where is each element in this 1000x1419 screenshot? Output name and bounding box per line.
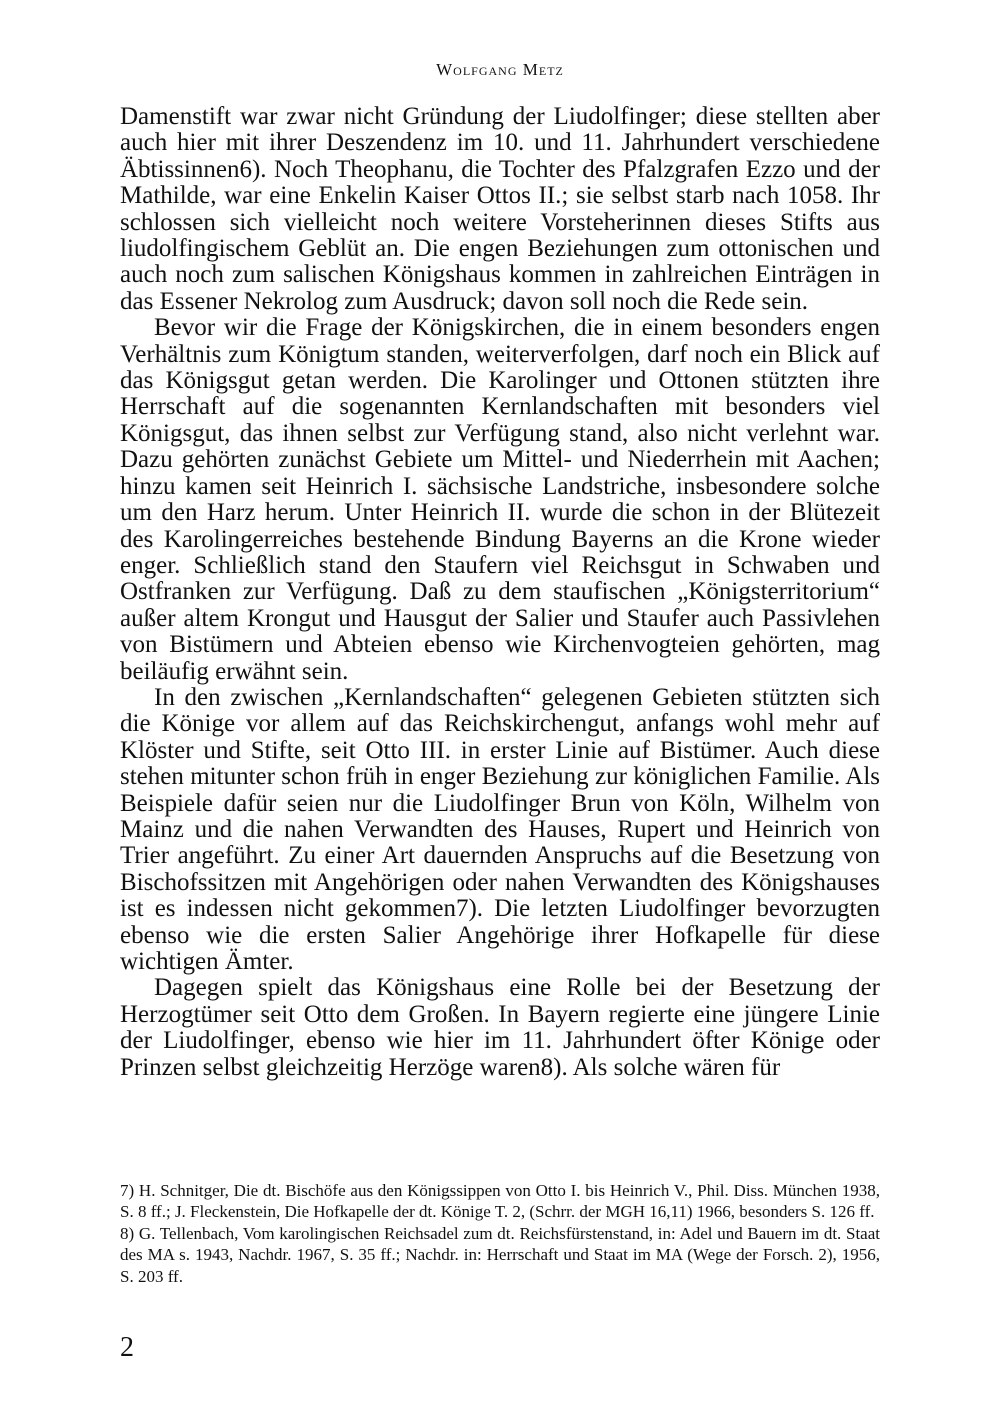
page-number: 2: [120, 1332, 134, 1363]
paragraph-2: Bevor wir die Frage der Königskirchen, die in einem besonders engen Verhältnis zum Königtum standen, weiterverfolgen, darf noch ein Blick auf das Königsgut getan werden. Die Karolinger und Ottonen stützten ihre Herrschaft auf die sogenannten Kernlandschaften mit besonders viel Königsgut, das ihnen selbst zur Verfügung stand, also nicht verlehnt war. Dazu gehörten zunächst Gebiete um Mittel- und Niederrhein mit Aachen; hinzu kamen seit Heinrich I. sächsische Landstriche, insbesondere solche um den Harz herum. Unter Heinrich II. wurde die schon in der Blütezeit des Karolingerreiches bestehende Bindung Bayerns an die Krone wieder enger. Schließlich stand den Staufern viel Reichsgut in Schwaben und Ostfranken zur Verfügung. Daß zu dem staufischen „Königsterritorium“ außer altem Krongut und Hausgut der Salier und Staufer auch Passivlehen von Bistümern und Abteien ebenso wie Kirchenvogteien gehörten, mag beiläufig erwähnt sein.: [120, 314, 880, 685]
body-text: [120, 104, 880, 1081]
footnote-7: 7) H. Schnitger, Die dt. Bischöfe aus den Königssippen von Otto I. bis Heinrich V., Phil. Diss. München 1938, S. 8 ff.; J. Fleckenstein, Die Hofkapelle der dt. Könige T. 2, (Schrr. der MGH 16,11) 1966, besonders S. 126 ff.: [120, 1181, 880, 1222]
paragraph-3: In den zwischen „Kernlandschaften“ gelegenen Gebieten stützten sich die Könige vor allem auf das Reichskirchengut, anfangs wohl mehr auf Klöster und Stifte, seit Otto III. in erster Linie auf Bistümer. Auch diese stehen mitunter schon früh in enger Beziehung zur königlichen Familie. Als Beispiele dafür seien nur die Liudolfinger Brun von Köln, Wilhelm von Mainz und die nahen Verwandten des Hauses, Rupert und Heinrich von Trier angeführt. Zu einer Art dauernden Anspruchs auf die Besetzung von Bischofssitzen mit Angehörigen oder nahen Verwandten des Königshauses ist es indessen nicht gekommen7). Die letzten Liudolfinger bevorzugten ebenso wie die ersten Salier Angehörige ihrer Hofkapelle für diese wichtigen Ämter.: [120, 683, 880, 975]
running-head: Wolfgang Metz: [436, 60, 564, 79]
footnote-8: 8) G. Tellenbach, Vom karolingischen Reichsadel zum dt. Reichsfürstenstand, in: Adel und Bauern im dt. Staat des MA s. 1943, Nachdr. 1967, S. 35 ff.; Nachdr. in: Herrschaft und Staat im MA (Wege der Forsch. 2), 1956, S. 203 ff.: [120, 1223, 880, 1286]
footnotes: [120, 1180, 880, 1287]
paragraph-4: Dagegen spielt das Königshaus eine Rolle bei der Besetzung der Herzogtümer seit Otto dem Großen. In Bayern regierte eine jüngere Linie der Liudolfinger, ebenso wie hier im 11. Jahrhundert öfter Könige oder Prinzen selbst gleichzeitig Herzöge waren8). Als solche wären für: [120, 974, 880, 1081]
paragraph-1: Damenstift war zwar nicht Gründung der Liudolfinger; diese stellten aber auch hier mit ihrer Deszendenz im 10. und 11. Jahrhundert verschiedene Äbtissinnen6). Noch Theophanu, die Tochter des Pfalzgrafen Ezzo und der Mathilde, war eine Enkelin Kaiser Ottos II.; sie selbst starb nach 1058. Ihr schlossen sich vielleicht noch weitere Vorsteherinnen dieses Stifts aus liudolfingischem Geblüt an. Die engen Beziehungen zum ottonischen und auch noch zum salischen Königshaus kommen in zahlreichen Einträgen in das Essener Nekrolog zum Ausdruck; davon soll noch die Rede sein.: [120, 103, 880, 315]
